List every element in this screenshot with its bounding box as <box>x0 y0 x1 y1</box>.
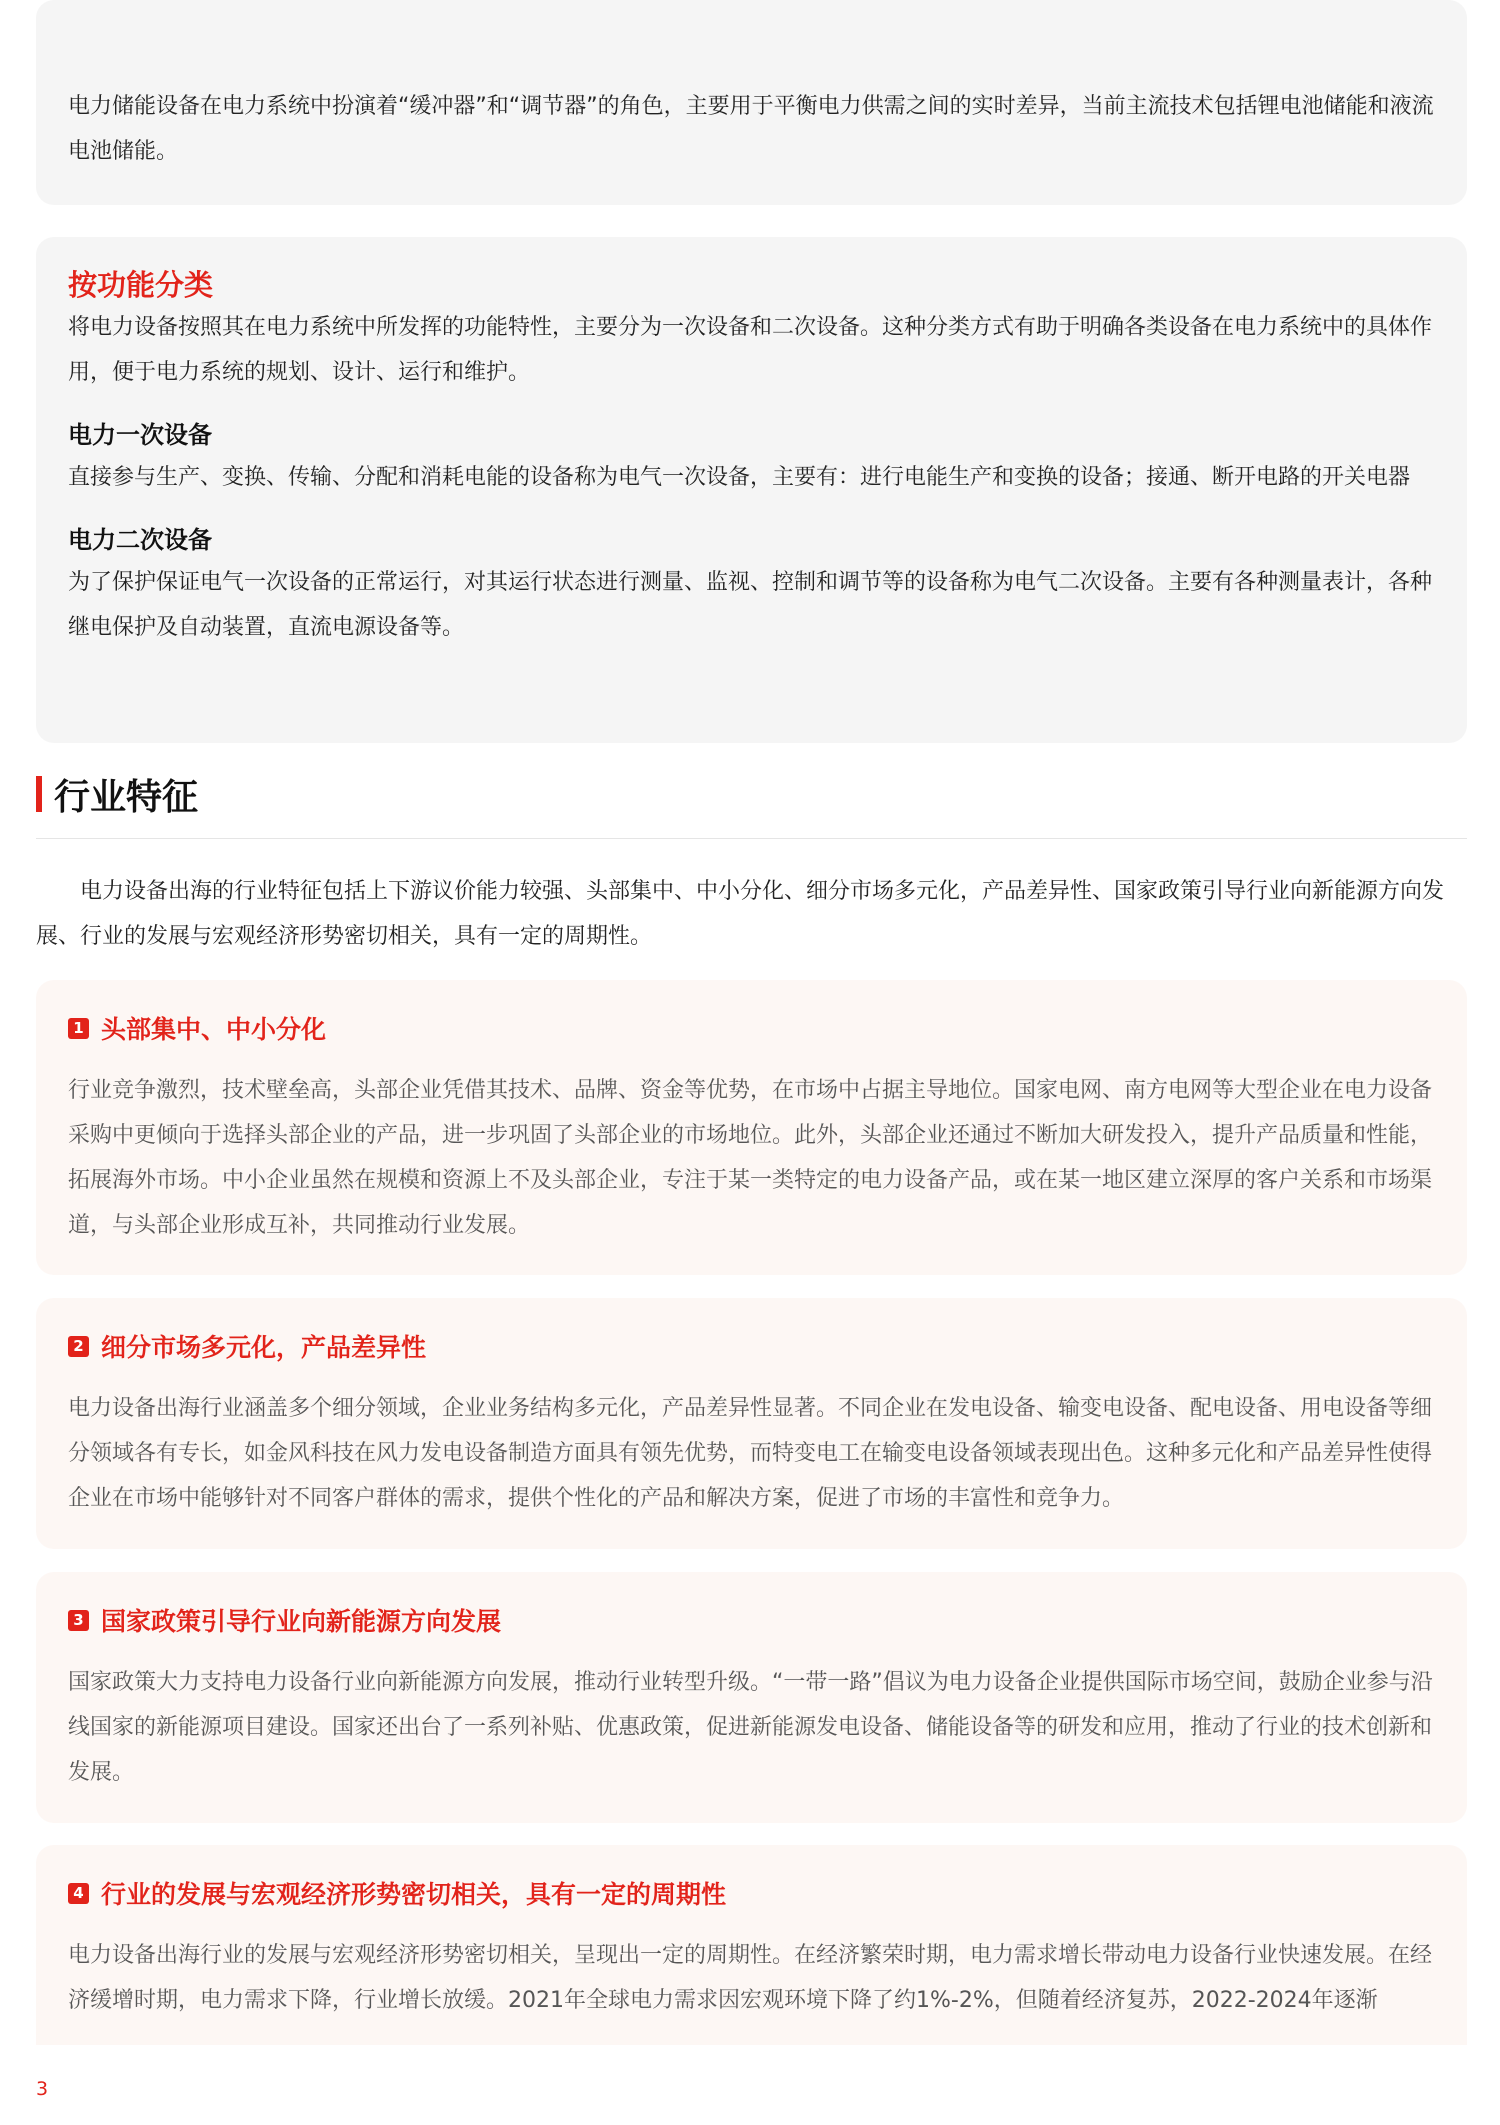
section-accent-bar <box>36 776 42 812</box>
feature-head-3 <box>68 1600 1435 1640</box>
feature-text: 电力设备出海行业的发展与宏观经济形势密切相关，呈现出一定的周期性。在经济繁荣时期，电力需求增长带动电力设备行业快速发展。在经济缓增时期，电力需求下降，行业增长放缓。2021年全球电力需求因宏观环境下降了约1%-2%，但随着经济复苏，2022-2024年逐渐 <box>68 1943 1433 2013</box>
secondary-equipment-title: 电力二次设备 <box>68 526 212 554</box>
feature-text: 行业竞争激烈，技术壁垒高，头部企业凭借其技术、品牌、资金等优势，在市场中占据主导地位。国家电网、南方电网等大型企业在电力设备采购中更倾向于选择头部企业的产品，进一步巩固了头部企业的市场地位。此外，头部企业还通过不断加大研发投入，提升产品质量和性能，拓展海外市场。中小企业虽然在规模和资源上不及头部企业，专注于某一类特定的电力设备产品，或在某一地区建立深厚的客户关系和市场渠道，与头部企业形成互补，共同推动行业发展。 <box>68 1078 1433 1238</box>
feature-number-badge: 2 <box>68 1336 89 1357</box>
feature-card-1 <box>36 980 1467 1275</box>
feature-title: 国家政策引导行业向新能源方向发展 <box>101 1607 502 1636</box>
primary-equipment-text: 直接参与生产、变换、传输、分配和消耗电能的设备称为电气一次设备，主要有：进行电能生产和变换的设备；接通、断开电路的开关电器 <box>68 465 1411 490</box>
primary-equipment-title: 电力一次设备 <box>68 421 212 449</box>
feature-head-2 <box>68 1326 1435 1366</box>
section-divider <box>36 838 1467 839</box>
feature-title: 细分市场多元化，产品差异性 <box>101 1333 427 1362</box>
feature-text: 电力设备出海行业涵盖多个细分领域，企业业务结构多元化，产品差异性显著。不同企业在发电设备、输变电设备、配电设备、用电设备等细分领域各有专长，如金风科技在风力发电设备制造方面具有领先优势，而特变电工在输变电设备领域表现出色。这种多元化和产品差异性使得企业在市场中能够针对不同客户群体的需求，提供个性化的产品和解决方案，促进了市场的丰富性和竞争力。 <box>68 1396 1433 1511</box>
feature-card-2 <box>36 1298 1467 1549</box>
storage-box <box>36 0 1467 205</box>
feature-text: 国家政策大力支持电力设备行业向新能源方向发展，推动行业转型升级。“一带一路”倡议为电力设备企业提供国际市场空间，鼓励企业参与沿线国家的新能源项目建设。国家还出台了一系列补贴、优惠政策，促进新能源发电设备、储能设备等的研发和应用，推动了行业的技术创新和发展。 <box>68 1670 1433 1785</box>
feature-head-4 <box>68 1873 1435 1913</box>
function-box <box>36 237 1467 743</box>
feature-card-4 <box>36 1845 1467 2045</box>
section-intro: 电力设备出海的行业特征包括上下游议价能力较强、头部集中、中小分化、细分市场多元化，产品差异性、国家政策引导行业向新能源方向发展、行业的发展与宏观经济形势密切相关，具有一定的周期性。 <box>36 879 1445 949</box>
feature-number-badge: 4 <box>68 1883 89 1904</box>
feature-number-badge: 3 <box>68 1610 89 1631</box>
page-number: 3 <box>36 2078 49 2100</box>
section-title <box>36 764 198 824</box>
section-title-text: 行业特征 <box>54 776 199 818</box>
feature-title: 行业的发展与宏观经济形势密切相关，具有一定的周期性 <box>101 1880 727 1909</box>
feature-title: 头部集中、中小分化 <box>101 1015 327 1044</box>
feature-card-3 <box>36 1572 1467 1823</box>
storage-text: 电力储能设备在电力系统中扮演着“缓冲器”和“调节器”的角色，主要用于平衡电力供需之间的实时差异，当前主流技术包括锂电池储能和液流电池储能。 <box>68 94 1434 164</box>
feature-number-badge: 1 <box>68 1018 89 1039</box>
feature-head-1 <box>68 1008 1435 1048</box>
function-intro: 将电力设备按照其在电力系统中所发挥的功能特性，主要分为一次设备和二次设备。这种分类方式有助于明确各类设备在电力系统中的具体作用，便于电力系统的规划、设计、运行和维护。 <box>68 315 1433 385</box>
function-heading: 按功能分类 <box>68 268 214 302</box>
secondary-equipment-text: 为了保护保证电气一次设备的正常运行，对其运行状态进行测量、监视、控制和调节等的设备称为电气二次设备。主要有各种测量表计，各种继电保护及自动装置，直流电源设备等。 <box>68 570 1433 640</box>
